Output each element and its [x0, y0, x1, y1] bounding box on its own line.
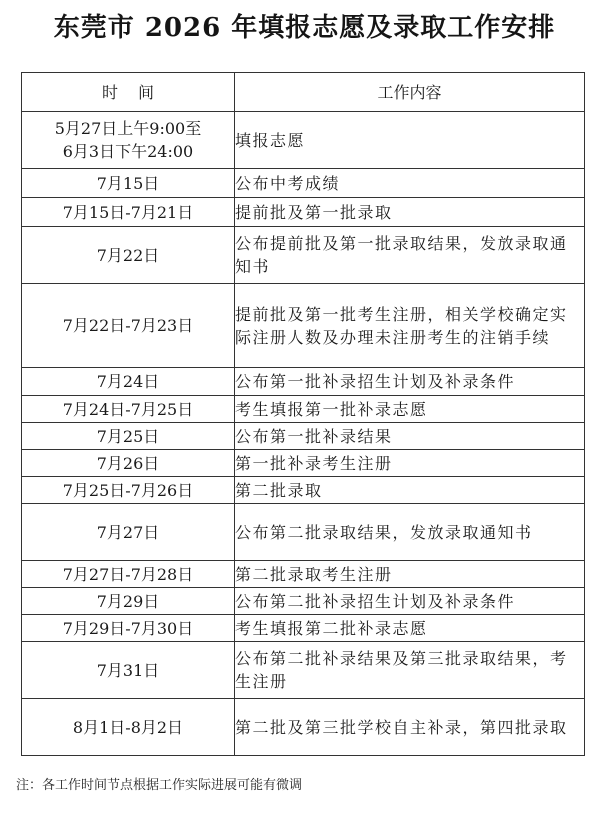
time-cell: 7月31日 [22, 642, 235, 699]
work-cell: 第一批补录考生注册 [235, 450, 585, 477]
time-cell: 7月25日 [22, 423, 235, 450]
work-cell: 提前批及第一批录取 [235, 198, 585, 227]
work-cell: 公布提前批及第一批录取结果，发放录取通知书 [235, 227, 585, 284]
footnote: 注：各工作时间节点根据工作实际进展可能有微调 [16, 778, 303, 793]
work-cell: 公布第二批补录招生计划及补录条件 [235, 588, 585, 615]
table-row [22, 423, 585, 450]
work-cell: 考生填报第一批补录志愿 [235, 396, 585, 423]
work-cell: 公布第一批补录结果 [235, 423, 585, 450]
table-row [22, 198, 585, 227]
table-row [22, 699, 585, 756]
work-cell: 公布第二批补录结果及第三批录取结果，考生注册 [235, 642, 585, 699]
work-cell: 第二批及第三批学校自主补录，第四批录取 [235, 699, 585, 756]
table-row [22, 642, 585, 699]
work-cell: 提前批及第一批考生注册，相关学校确定实际注册人数及办理未注册考生的注销手续 [235, 284, 585, 368]
time-cell: 7月27日-7月28日 [22, 561, 235, 588]
table-row [22, 588, 585, 615]
table-row [22, 615, 585, 642]
work-cell: 第二批录取考生注册 [235, 561, 585, 588]
time-cell: 7月15日 [22, 169, 235, 198]
table-row [22, 169, 585, 198]
time-cell: 7月27日 [22, 504, 235, 561]
work-cell: 考生填报第二批补录志愿 [235, 615, 585, 642]
work-cell: 公布第一批补录招生计划及补录条件 [235, 368, 585, 396]
table-row [22, 504, 585, 561]
table-header-row [22, 73, 585, 112]
table-row [22, 477, 585, 504]
time-cell: 7月22日 [22, 227, 235, 284]
time-cell: 7月25日-7月26日 [22, 477, 235, 504]
table-row [22, 450, 585, 477]
table-row [22, 396, 585, 423]
schedule-table [21, 72, 585, 756]
header-work: 工作内容 [235, 73, 585, 112]
time-cell: 7月24日-7月25日 [22, 396, 235, 423]
work-cell: 填报志愿 [235, 112, 585, 169]
work-cell: 公布中考成绩 [235, 169, 585, 198]
time-cell: 7月29日-7月30日 [22, 615, 235, 642]
table-row [22, 227, 585, 284]
work-cell: 公布第二批录取结果，发放录取通知书 [235, 504, 585, 561]
time-cell: 7月15日-7月21日 [22, 198, 235, 227]
document-title: 东莞市 2026 年填报志愿及录取工作安排 [53, 13, 556, 43]
table-row [22, 561, 585, 588]
table-row [22, 368, 585, 396]
table-row [22, 284, 585, 368]
table-row [22, 112, 585, 169]
time-cell: 8月1日-8月2日 [22, 699, 235, 756]
time-cell: 5月27日上午9:00至6月3日下午24:00 [22, 112, 235, 169]
work-cell: 第二批录取 [235, 477, 585, 504]
time-cell: 7月22日-7月23日 [22, 284, 235, 368]
header-time: 时间 [22, 73, 235, 112]
time-cell: 7月29日 [22, 588, 235, 615]
time-cell: 7月26日 [22, 450, 235, 477]
time-cell: 7月24日 [22, 368, 235, 396]
